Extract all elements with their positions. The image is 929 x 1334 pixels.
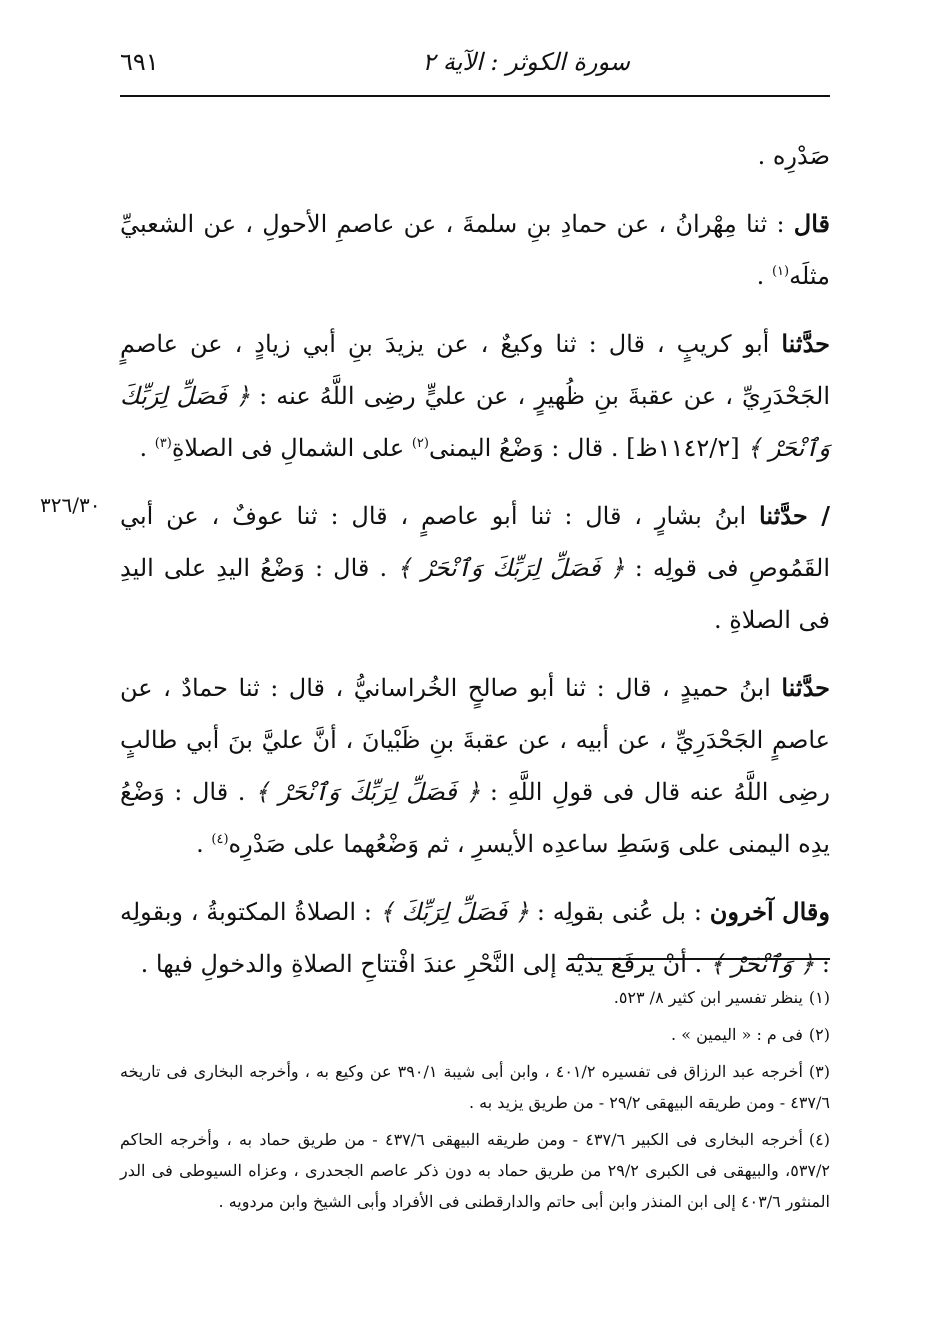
paragraph-text: [١١٤٢/٢ظ] . قال : وَضْعُ اليمنى [428,434,748,462]
main-text [120,130,830,990]
footnotes [120,982,830,1223]
footnote-1 [120,982,830,1013]
paragraph-5 [120,662,830,870]
footnote-number: (٤) [808,1130,831,1149]
footnote-text: أخرجه البخارى فى الكبير ٤٣٧/٦ - ومن طريقه البيهقى ٤٣٧/٦ - من طريق حماد به ، وأخرجه الحاكم ٥٣٧/٢، والبيهقى فى الكبرى ٢٩/٢ من طريق حماد به دون ذكر عاصم الجحدرى ، وعزاه السيوطى فى الدر المنثور ٤٠٣/٦ إلى ابن المنذر وابن أبى حاتم والدارقطنى فى الأفراد وأبى الشيخ وابن مردويه . [120,1130,830,1211]
paragraph-lead: قال [793,209,830,238]
paragraph-lead: حدَّثنا [781,673,830,702]
paragraph-lead: / حدَّثنا [759,501,830,530]
paragraph-text: ابنُ حميدٍ ، قال : ثنا أبو صالحٍ الخُراسانيُّ ، قال : ثنا حمادٌ ، عن عاصمٍ الجَحْدَرِيِّ ، عن أبيه ، عن عقبةَ بنِ ظَبْيانَ ، أنَّ عليَّ بنَ أبي طالبٍ رضِى اللَّهُ عنه قال فى قولِ اللَّهِ : [120,674,830,806]
footnote-3 [120,1056,830,1118]
paragraph-2 [120,198,830,302]
page-title: سورة الكوثر : الآية ٢ [422,48,630,76]
paragraph-text: : بل عُنى بقولِه : [529,898,710,926]
footnote-4 [120,1124,830,1217]
footnote-divider [568,958,830,960]
footnote-ref: (٢) [411,436,429,451]
paragraph-tail: . [756,262,772,290]
footnote-text: فى م : « اليمين » . [671,1025,803,1044]
footnote-ref: (١) [771,264,790,279]
quran-quote: ﴿ فَصَلِّ لِرَبِّكَ وَٱنْحَرْ ﴾ [397,554,625,582]
paragraph-text: : الصلاةُ المكتوبةُ ، وبقولِه : [120,898,830,978]
paragraph-4 [120,490,830,646]
footnote-number: (٢) [808,1025,830,1044]
footnote-text: ينظر تفسير ابن كثير ٨/ ٥٢٣. [613,988,803,1007]
footnote-ref: (٤) [211,832,229,847]
footnote-2 [120,1019,830,1050]
paragraph-tail: . قال : وَضْعُ اليدِ على اليدِ فى الصلاةِ . [120,554,830,634]
quran-quote: ﴿ فَصَلِّ لِرَبِّكَ وَٱنْحَرْ ﴾ [254,778,481,806]
paragraph-3 [120,318,830,474]
quran-quote: ﴿ فَصَلِّ لِرَبِّكَ وَٱنْحَرْ ﴾ [120,382,830,462]
footnote-number: (١) [808,988,830,1007]
paragraph-6 [120,886,830,990]
paragraph-lead: حدَّثنا [781,329,830,358]
paragraph-tail: . أنْ يرفَعَ يدَيْه إلى النَّحْرِ عندَ افْتتاحِ الصلاةِ والدخولِ فيها . [140,950,710,978]
paragraph-text: ابنُ بشارٍ ، قال : ثنا أبو عاصمٍ ، قال : ثنا عوفٌ ، عن أبي القَمُوصِ فى قولِه : [120,502,830,582]
header-divider [120,95,830,97]
running-header [120,48,830,88]
paragraph-tail: . [139,434,155,462]
quran-quote: ﴿ فَصَلِّ لِرَبِّكَ ﴾ [379,898,530,926]
paragraph-text: صَدْرِه . [757,142,830,170]
paragraph-text: على الشمالِ فى الصلاةِ [171,434,412,462]
paragraph-lead: وقال آخرون [709,897,830,926]
paragraph-tail: . [196,830,212,858]
quran-quote: ﴿ وَٱنْحَرْ ﴾ [709,950,815,978]
paragraph-text: : ثنا مِهْرانُ ، عن حمادِ بنِ سلمةَ ، عن عاصمِ الأحولِ ، عن الشعبيِّ مثلَه [120,210,830,290]
paragraph-text: . قال : وَضْعُ يدِه اليمنى على وَسَطِ ساعدِه الأيسرِ ، ثم وَضْعُهما على صَدْرِه [120,778,830,858]
footnote-ref: (٣) [154,436,172,451]
footnote-text: أخرجه عبد الرزاق فى تفسيره ٤٠١/٢ ، وابن أبى شيبة ٣٩٠/١ عن وكيع به ، وأخرجه البخارى فى تاريخه ٤٣٧/٦ - ومن طريقه البيهقى ٢٩/٢ - من طريق يزيد به . [120,1062,830,1112]
margin-reference: ٣٢٦/٣٠ [40,493,101,517]
paragraph-text: أبو كريبٍ ، قال : ثنا وكيعٌ ، عن يزيدَ بنِ أبي زيادٍ ، عن عاصمٍ الجَحْدَرِيِّ ، عن عقبةَ بنِ ظُهيرٍ ، عن عليٍّ رضِى اللَّهُ عنه : [120,330,830,410]
footnote-number: (٣) [808,1062,830,1081]
paragraph-1 [120,130,830,182]
page-number: ٦٩١ [120,48,159,76]
